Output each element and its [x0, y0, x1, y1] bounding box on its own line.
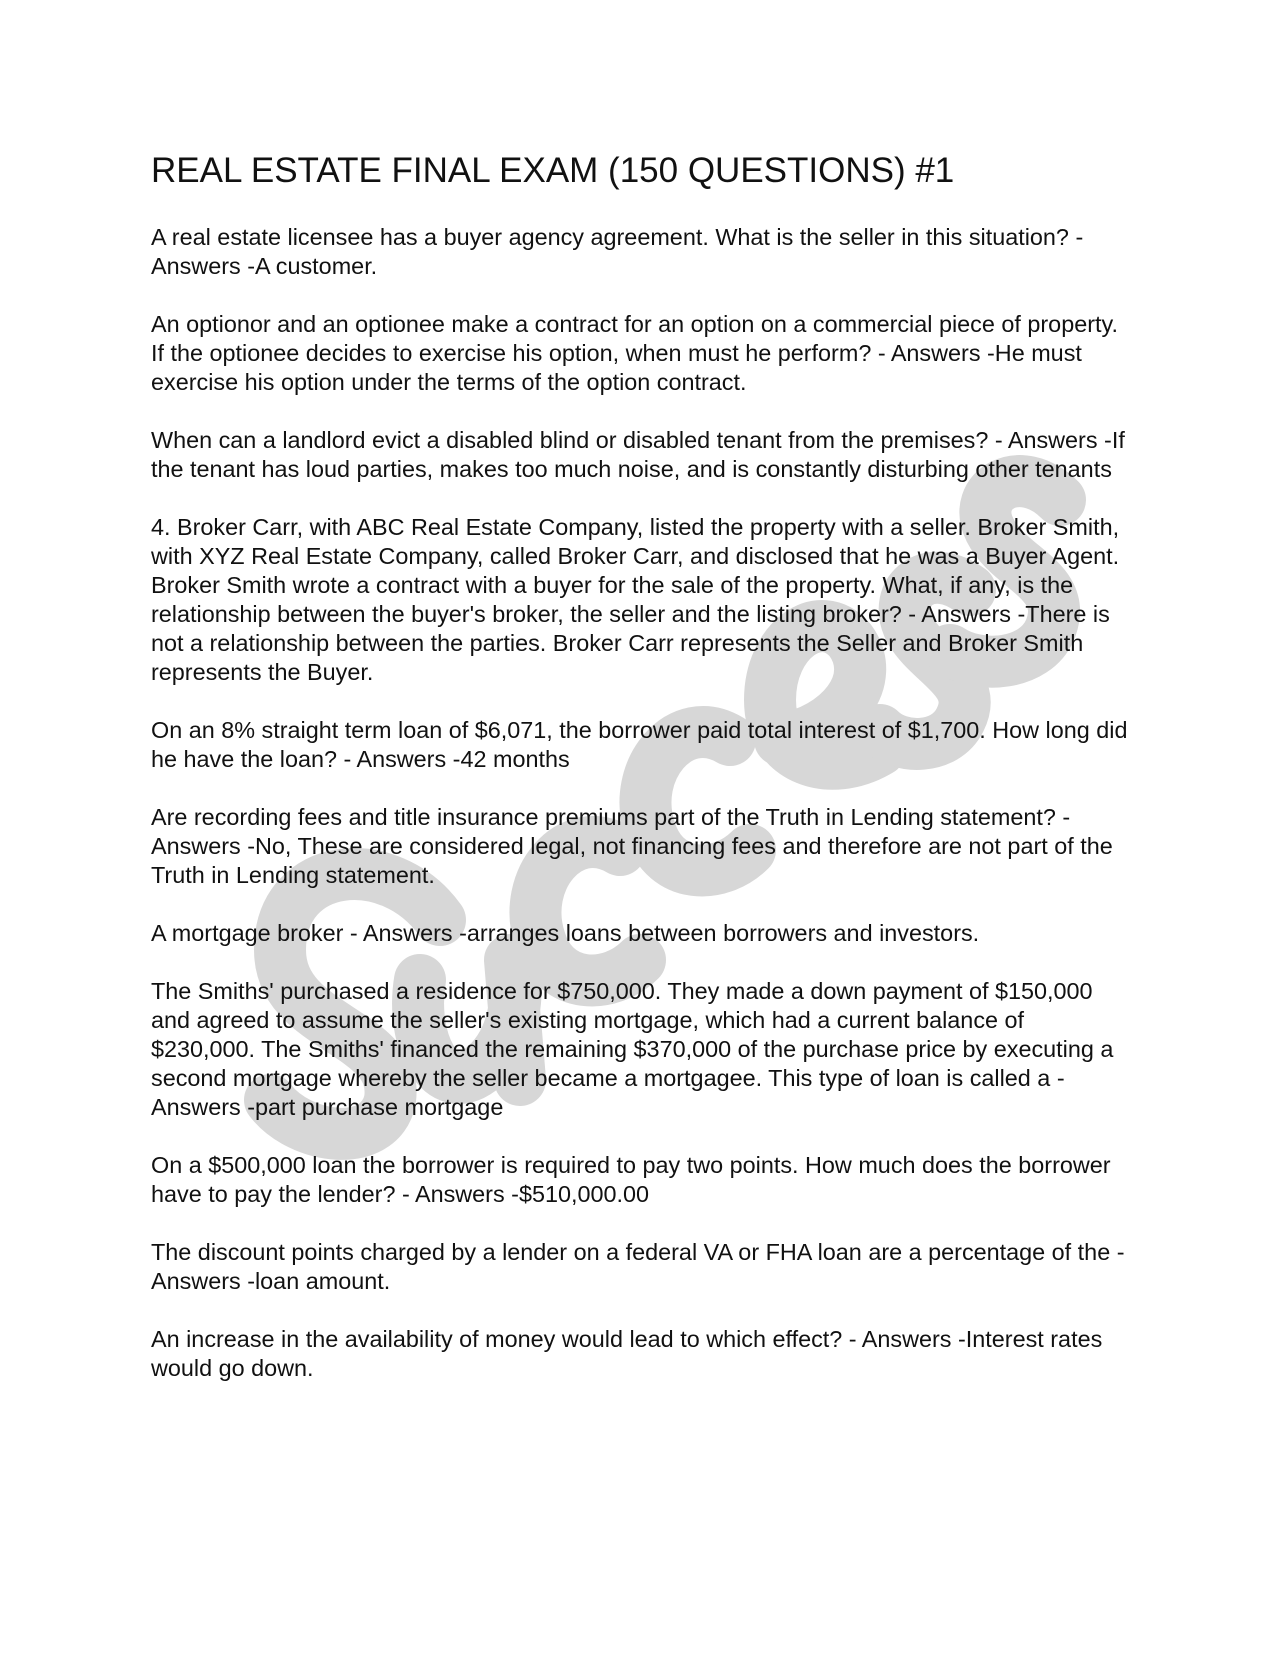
qa-entry-8: The Smiths' purchased a residence for $750,000. They made a down payment of $150,000 and agreed to assume the seller's existing mortgage, which had a current balance of $230,000. The Smiths' financed the remaining $370,000 of the purchase price by executing a second mortgage whereby the seller became a mortgagee. This type of loan is called a - Answers -part purchase mortgage: [151, 978, 1114, 1120]
qa-entry-3: When can a landlord evict a disabled blind or disabled tenant from the premises? - Answers -If the tenant has loud parties, makes too much noise, and is constantly disturbing other tenants: [151, 427, 1125, 482]
qa-entry-10: The discount points charged by a lender on a federal VA or FHA loan are a percentage of the - Answers -loan amount.: [151, 1239, 1125, 1294]
document-title: REAL ESTATE FINAL EXAM (150 QUESTIONS) #1: [151, 151, 955, 190]
qa-entry-5: On an 8% straight term loan of $6,071, the borrower paid total interest of $1,700. How long did he have the loan? - Answers -42 months: [151, 717, 1128, 772]
qa-entry-11: An increase in the availability of money would lead to which effect? - Answers -Interest rates would go down.: [151, 1326, 1103, 1381]
qa-entry-7: A mortgage broker - Answers -arranges loans between borrowers and investors.: [151, 920, 980, 946]
qa-entry-9: On a $500,000 loan the borrower is required to pay two points. How much does the borrower have to pay the lender? - Answers -$510,000.00: [151, 1152, 1111, 1207]
qa-entry-2: An optionor and an optionee make a contract for an option on a commercial piece of property. If the optionee decides to exercise his option, when must he perform? - Answers -He must exercise his option under the terms of the option contract.: [151, 311, 1118, 395]
qa-entry-4: 4. Broker Carr, with ABC Real Estate Company, listed the property with a seller. Broker Smith, with XYZ Real Estate Company, called Broker Carr, and disclosed that he was a Buyer Agent. Broker Smith wrote a contract with a buyer for the sale of the property. What, if any, is the relationship between the buyer's broker, the seller and the listing broker? - Answers -There is not a relationship between the parties. Broker Carr represents the Seller and Broker Smith represents the Buyer.: [151, 514, 1120, 685]
qa-entry-1: A real estate licensee has a buyer agency agreement. What is the seller in this situation? - Answers -A customer.: [151, 224, 1084, 279]
qa-entry-6: Are recording fees and title insurance premiums part of the Truth in Lending statement? - Answers -No, These are considered legal, not financing fees and therefore are not part of the Truth in Lending statement.: [151, 804, 1113, 888]
document-page: [151, 150, 1131, 1412]
